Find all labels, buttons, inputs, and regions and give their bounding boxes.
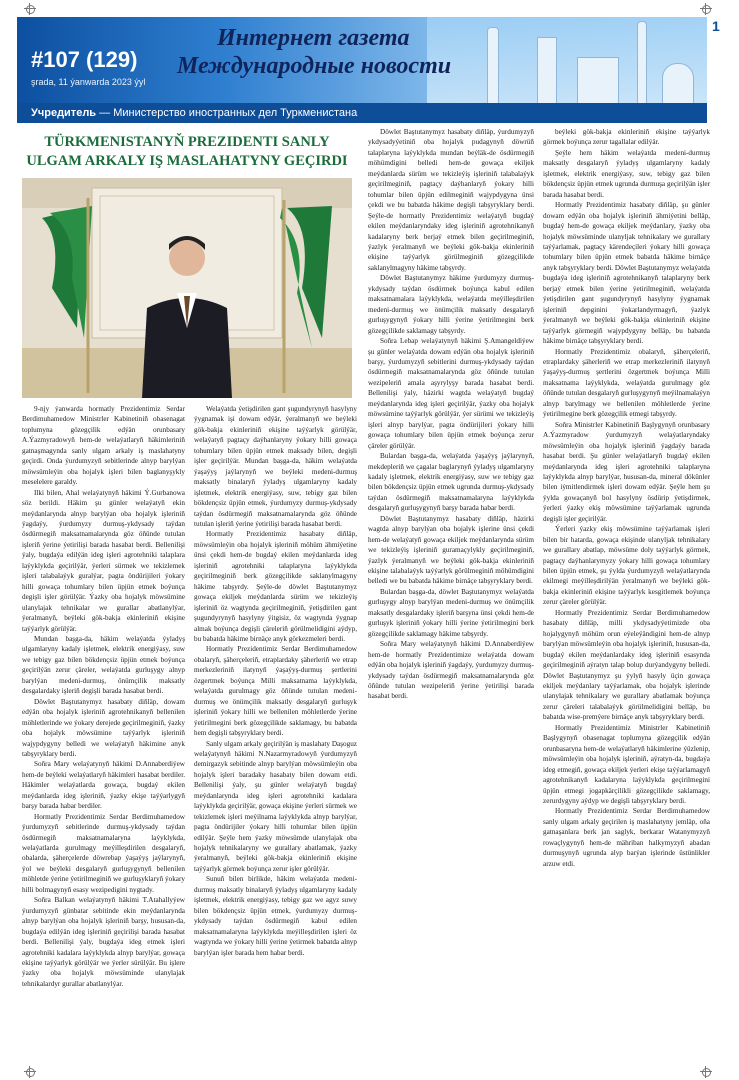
paragraph: Sunuň bilen birlikde, häkim welaýatda medeni-durmuş maksatly binalaryň ýyladyş ulgamlaryny kadaly işletmek, elektrik energiýasy, tebigy gaz we agyz suwy bilen bökdençsiz üpjün etmek, ýurdumyzy durmuş-ykdysady taýdan ösdürmegiň kabul edilen maksatnamalaryna laýyklykda meýilleşdirilen işleri öz wagtynda we ýokary hilli ýerine ýetirmek babatda alnyp barylýan işler barada hem habar berdi. [194,875,357,957]
paragraph: Döwlet Baştutanymyz hasabaty diňläp, häzirki wagtda alnyp barylýan oba hojalyk işlerine ünsi çekdi hem-de welaýatyň gowaça ekiljek meýdanlarynda sürüm we tekizleýiş işleriniň guramaçylykly geçirilmeginiň, ýazlyk ýeralmanyň we beýleki gök-bakja ekinleriniň ekişine talabalaýyk taýýarlyk görülmeginiň möhümdigini belledi we bu babatda häkime birnäçe tabşyryklary berdi. [368,514,534,586]
paragraph: Soňra Mary welaýatynyň häkimi D.Annaberdiýew hem-de hormatly Prezidentimize welaýatda dowam edýän oba hojalyk işleriniň ýagdaýy, ýurdumyzy durmuş-ykdysady taýdan ösdürmegiň maksatnamalarynda göz öňünde tutulan wezipeleriň ýerine ýetirilişi barada hasabat berdi. [368,640,534,701]
founder-bar [17,103,707,123]
spire-illustration [637,21,647,105]
paragraph: Soňra Lebap welaýatynyň häkimi Ş.Amangeldiýew şu günler welaýatda dowam edýän oba hojalyk işleriniň barşy, ýurdumyzyň sebitlerini durmuş-ykdysady taýdan ösdürmegiň maksatnamalarynda göz öňünde tutulan wezipeleriň amala aşyrylyşy barada hasabat berdi. Bellenilişi ýaly, häzirki wagtda welaýatyň bugdaý meýdanlarynda ideg işleri geçirilýär, ýazky oba hojalyk möwsümine taýýarlyk görülýär, ýer sürümi we tekizleýiş işleri alnyp barylýar, pagta öndürijileri ýokary hilli gowaça tohumlary bilen üpjün etmek boýunça zerur çäreler görülýär. [368,337,534,450]
paragraph: Welaýatda ýetişdirilen gant şugundyrynyň hasylyny ýygnamak işi dowam edýär, ýeralmanyň we beýleki gök-bakja ekinleriniň ekişine taýýarlyk görülýär, welaýatyň pagtaçy daýhanlaryny ýokary hilli gowaça tohumlary bilen üpjün etmek maksady bilen, degişli işler geçirilýär. Mundan başga-da, häkim welaýatda ýaşaýyş jaýlarynyň we beýleki medeni-durmuş maksatly binalaryň ýyladyş ulgamlaryny kadaly işletmek, elektrik energiýasy, suw, tebigy gaz bilen bökdençsiz üpjün etmek, ýurdumyzy durmuş-ykdysady taýdan ösdürmegiň maksatnamalarynda göz öňünde tutulan işleriň ýerine ýetirilişi barada hasabat berdi. [194,405,357,528]
monument-illustration [487,27,499,105]
paragraph: Mundan başga-da, häkim welaýatda ýyladyş ulgamlaryny kadaly işletmek, elektrik energiýasy, suw we tebigy gaz bilen bökdençsiz üpjün etmek boýunça geçirilýän zerur çäreler, welaýatda gurluşygy alnyp barylýan medeni-durmuş, önümçilik maksatly desgalardaky işleriň degişli barada hasabat berdi. [22,634,185,696]
masthead [17,17,707,123]
dome-illustration [662,63,694,105]
registration-mark-top-right [700,3,712,15]
paragraph: Sanly ulgam arkaly geçirilýän iş maslahaty Daşoguz welaýatynyň häkimi N.Nazarmyradowyň ýurdumyzyň demirgazyk sebitinde alnyp barylýan möwsümleýin oba hojalyk işleri baradaky hasabaty bilen dowam etdi. Bellenilişi ýaly, şu günler welaýatyň bugdaý meýdanlarynda ideg işleri agrotehniki kadalara laýyklykda geçirilýär, gowaça ekişine ýerleri sürmek we tekizlemek işleri meýilnama laýyklykda alnyp barylýar, pagta öndürijiler ýokary hilli tohumlar bilen üpjün edilýär. Şeýle hem ýazky möwsümde ulanylajak oba hojalyk tehnikalaryny we gurallary abatlamak, ýazky ýeralmanyň, beýleki gök-bakja ekinleriniň ekişine taýýarlyk görmek boýunça zerur işler görülýär. [194,739,357,873]
registration-mark-top-left [24,3,36,15]
paragraph: Ýerleri ýazky ekiş möwsümine taýýarlamak işleri bilen bir hatarda, gowaça ekişinde ulanyljak tehnikalary we gurallary abatlap, möwsüme doly taýýarlyk görmek, pagtaçy daýhanlarymyzy ýokary hilli gowaça tohumlary bilen üpjün etmek, şu ýylda ýurdumyzyň welaýatlarynda ekilmegi meýilleşdirilýän ýeralmanyň we beýleki gök-bakja ekinleriniň ekişine taýýarlyk kesgitlemek boýunça zerur çäreler görülýär. [543,525,710,607]
tower-illustration [537,37,557,105]
article-column-2 [194,404,357,1054]
paragraph: Soňra Ministrler Kabinetiniň Başlygynyň orunbasary A.Ýazmyradow ýurdumyzyň welaýatlaryndaky möwsümleýin oba hojalyk işleriniň ýagdaýy barada hasabat berdi. Şu günler welaýatlaryň bugdaý ekilen meýdanlarynda ideg işleri agrotehniki talaplaryna laýyklykda alnyp barylýar, hususan-da, mineral dökünler bilen iýmitlendirmek işleri dowam edýär. Şeýle hem şu ýylda gowaçanyň bol hasylyny ösdürip ýetişdirmek, ýerleri ýazky ekiş möwsümine taýýarlamak ugrunda degişli işler geçirilýär. [543,420,710,523]
registration-mark-bottom-right [700,1066,712,1078]
founder-text: — Министерство иностранных дел Туркменистана [96,107,358,119]
paragraph: Hormatly Prezidentimiz Serdar Berdimuhamedow hasabaty diňläp, milli ykdysadyýetimizde oba hojalygynyň möhüm orun eýeleýändigini hem-de alnyp barylýan möwsümleýin oba hojalyk işleriniň, hususan-da, bugdaý ekilen meýdanlardaky ideg işleriniň esasynda geçirilmeginiň aýratyn talap bolup durýandygyny belledi. Döwlet Baştutanymyz şu ýylyň hasyly üçin gowaça ekiljek meýdanlary taýýarlamak, oba hojalyk işlerinde ulanylajak tehnikalary we gurallary abatlamak boýunça zerur çäreleri talabalaýyk görülmelidigini belläp, bu babatda wise-premýere birnäçe anyk tabşyryklary berdi. [543,608,710,722]
founder-label: Учредитель [31,107,97,119]
paragraph: Hormatly Prezidentimiz Ministrler Kabinetiniň Başlygynyň obasenagat toplumyna gözegçilik edýän orunbasaryna hem-de welaýatlaryň häkimlerine ýüzlenip, möwsümleýin oba hojalyk işleriniň, aýratyn-da, bugdaýa ideg etmegiň, gowaça ekiljek ýerleri ekişe taýýarlamagyň agrotehnikanyň kadalaryna laýyklykda geçirilmegini üpjün etmegi jogapkärçilikli gözegçilikde saklamagy, zerurdygyny aýdyp we degişli tabşyryklary berdi. [543,723,710,805]
article-column-3 [368,127,534,1054]
paragraph: Soňra Balkan welaýatynyň häkimi T.Atahallyýew ýurdumyzyň günbatar sebitinde ekin meýdanlarynda alnyp barylýan oba hojalyk işleriniň barşy, hususan-da, bugdaýa edilýän ideg işleriniň geçirilişi barada hasabat berdi. Bellenilişi ýaly, bugdaýa ideg etmek işleri agrotehniki kadalara laýyklykda alnyp barylýar, gowaça ekişine taýýarlyk görülýär we ýerler sürülýär. Bu işlere ýazky oba hojalyk möwsüminde ulanylajak tehnikalardyr gurallar abatlanylýar. [22,896,185,988]
article-headline: TÜRKMENISTANYŇ PREZIDENTI SANLY ULGAM ARKALY IŞ MASLAHATYNY GEÇIRDI [26,134,348,169]
paragraph: Döwlet Baştutanymyz hasabaty diňläp, dowam edýän oba hojalyk işleriniň agrotehnikanyň bellenilen möhletlerinde we ýokary derejede geçirilmeginiň, ýazky oba hojalyk möwsümine taýýarlyk işleriniň wajypdygyny belledi we welaýatyň häkimine anyk tabşyryklary berdi. [22,697,185,758]
paragraph: Bulardan başga-da, döwlet Baştutanymyz welaýatda gurluşygy alnyp barylýan medeni-durmuş we önümçilik maksatly desgalardaky işleriň barşyna ünsi çekdi hem-de gurluşyk işleriniň ýokary hilli ýerine ýetirilmegini berk gözegçilikde saklamagy häkime tabşyrdy. [368,587,534,638]
article-column-4 [543,127,710,1054]
newspaper-title-line1: Интернет газета [217,25,410,51]
article-column-1 [22,404,185,1054]
issue-date: şrada, 11 ýanwarda 2023 ýyl [31,77,146,87]
paragraph: Hormatly Prezidentimiz hasabaty diňläp, şu günler dowam edýän oba hojalyk işleriniň ähmiýetini belläp, bugdaý hem-de gowaça ekiljek meýdanlary, ýazky oba hojalyk möwsüminde ulanyljak tehnikalary we gurallary taýýarlamak, pagtaçy kärendeçileri ýokary hilli gowaça tohumlary bilen üpjün etmek babatda häkime birnäçe anyk tabşyryklary berdi. Döwlet Baştutanymyz welaýatda bugdaýa ideg işleriniň agrotehnikanyň talaplaryny berk berjaý etmek bilen ýerine ýetirilmeginiň, welaýatda ýetişdirilen gant şugundyrynyň hasylyny ýygnamak işleriniň depginini ýokarlandyrmagyň, ýazlyk ýeralmanyň we beýleki gök-bakja ekinleriniň ekişine taýýarlyk görmegiň wajypdygyny belläp, bu babatda häkime birnäçe tabşyryklary berdi. [543,201,710,346]
paragraph: Hormatly Prezidentimiz Serdar Berdimuhamedow ýurdumyzyň sebitlerinde durmuş-ykdysady taýdan ösdürmegiň maksatnamalaryna laýyklykda, welaýatlarda gurulmagy meýilleşdirilen desgalaryň, obalarda, şäherçelerde döwrebap ýaşaýyş jaýlarynyň, ýol we beýleki desgalaryň gurluşygynyň bellenilen möhletde ýerine ýetirilmeginiň we gurluşyklaryň ýokary hilli bolmagynyň esasy wezipedigini nygtady. [22,812,185,894]
president-photo-illustration [22,178,352,398]
issue-number: #107 (129) [31,47,138,72]
newspaper-title-line2: Международные новости [177,53,452,79]
paragraph: Hormatly Prezidentimiz obalaryň, şäherçeleriň, etraplardaky şäherleriň we etrap merkezleriniň ilatynyň ýaşaýyş-durmuş şertlerini özgertmek boýunça Milli maksatnama laýyklykda, welaýatda gurulmagy göz öňünde tutulan desgalaryň gurluşygynyň meýilnamalaýyn alnyp barylmagy we bellenilen möhletlerde ýerine ýetirilmegine berk gözegçilik etmegi tabşyrdy. [543,347,710,419]
registration-mark-bottom-left [24,1066,36,1078]
page-number: 1 [712,18,720,34]
paragraph: Ilki bilen, Ahal welaýatynyň häkimi Ý.Gurbanowa söz berildi. Häkim şu günler welaýatyň ekin meýdanlarynda alnyp barylýan oba hojalyk işleriniň ýagdaýy, ýurdumyzy durmuş-ykdysady taýdan ösdürmegiň maksatnamalarynda göz öňünde tutulan işleriň ýerine ýetirilişi barada hasabat berdi. Bellenilişi ýaly, bugdaýa edilýän ideg işleri agrotehniki talaplara laýyklykda geçirilýär, ýerleri sürmek we tekizlemek işleri talabalaýyk guralýar, pagta öndürijileri ýokary hilli gowaça tohumlary bilen üpjün etmek boýunça degişli işler görülýär. Ýazky oba hojalyk möwsümine ulanylajak tehnikalar we gurallar abatlanylýar, ýeralmanyň, beýleki gök-bakja ekinleriniň ekişine taýýarlyk görülýär. [22,488,185,633]
paragraph: Bulardan başga-da, welaýatda ýaşaýyş jaýlarynyň, mekdepleriň we çagalar baglarynyň ýyladyş ulgamlaryny kadaly işletmek, elektrik energiýasy, suw we tebigy gaz bilen bökdençsiz üpjün etmek ugrunda durmuş-ykdysady taýdan ösdürmegiň maksatnamalaryna laýyklykda desgalaryň gurluşygynyň barşy barada habar berdi. [368,452,534,513]
paragraph: Hormatly Prezidentimiz Serdar Berdimuhamedow sanly ulgam arkaly geçirilen iş maslahatyny jemläp, oňa gatnaşanlara berk jan saglyk, berkarar Watanymyzyň rowaçlygynyň hem-de mähriban halkymyzyň abadan durmuşynyň ugrunda alyp barýan işlerinde üstünlikler arzuw etdi. [543,807,710,868]
paragraph: Soňra Mary welaýatynyň häkimi D.Annaberdiýew hem-de beýleki welaýatlaryň häkimleri hasabat berdiler. Häkimler welaýatlarda gowaça, bugdaý ekilen meýdanlarda ideg işleriniň, ýazky ekişe taýýarlygyň barşy barada habar berdiler. [22,760,185,811]
paragraph: Döwlet Baştutanymyz hasabaty diňläp, ýurdumyzyň ykdysadyýetiniň oba hojalyk pudagynyň döwrüň talaplaryna laýyklykda mundan beýläk-de ösdürmegiň möhümdigini belledi hem-de gowaça ekiljek meýdanlarda sürüm we tekizleýiş işleriniň talabalaýyk geçirilmeginiň, pagtaçy daýhanlaryň ýokary hilli tohumlar bilen üpjün edilmeginiň wajypdygyna ünsi çekdi we bu babatda häkime degişli tabşyryklary berdi. Şeýle-de hormatly Prezidentimiz welaýatyň bugdaý ekilen meýdanlaryndaky ideg işleriniň agrotehnikanyň kadalaryny berk berjaý etmek bilen geçirilmeginiň, ýazlyk ýeralmanyň we beýleki gök-bakja ekinleriniň ekişine taýýarlyk görülmeginiň gözegçilikde saklanylmagyny häkime tabşyrdy. [368,128,534,272]
paragraph: beýleki gök-bakja ekinleriniň ekişine taýýarlyk görmek boýunça zerur tagallalar edilýär. [543,128,710,147]
building-illustration [577,57,619,105]
paragraph: Şeýle hem häkim welaýatda medeni-durmuş maksatly desgalaryň ýyladyş ulgamlaryny kadaly işletmek, elektrik energiýasy, suw, tebigy gaz bilen bökdençsiz üpjün etmek ugrunda durmuşa geçirilýän işler barada hasabat berdi. [543,148,710,199]
article-photo [22,178,352,398]
paragraph: Hormatly Prezidentimiz hasabaty diňläp, möwsümleýin oba hojalyk işleriniň möhüm ähmiýetine ünsi çekdi hem-de bugdaý ekilen meýdanlarda ideg işleriniň agrotehniki talaplaryna laýyklykda geçirilmeginiň berk gözegçilikde saklanylmagyny häkime tabşyrdy. Şeýle-de döwlet Baştutanymyz gowaça ekiljek meýdanlarda sürüm we tekizleýiş işleriniň öz wagtynda geçirilmeginiň, ýetişdirilen gant şugundyrynyň hasylyny ýitgisiz, öz wagtynda ýygnap almak boýunça degişli çäreleriň görülmelidigini aýdyp, bu babatda häkime birnäçe anyk görkezmeleri berdi. [194,530,357,643]
paragraph: Döwlet Baştutanymyz häkime ýurdumyzy durmuş-ykdysady taýdan ösdürmek boýunça kabul edilen maksatnamalara laýyklykda, welaýatda meýilleşdirilen medeni-durmuş we önümçilik maksatly desgalaryň gurluşygynyň ýokary hilli ýerine ýetirilmegini berk gözegçilikde saklamagy tabşyrdy. [368,274,534,335]
paragraph: 9-njy ýanwarda hormatly Prezidentimiz Serdar Berdimuhamedow Ministrler Kabinetiniň obasenagat toplumyna gözegçilik edýän orunbasary A.Ýazmyradowyň hem-de welaýatlaryň häkimleriniň gatnaşmagynda sanly ulgam arkaly iş maslahatyny geçirdi. Onda ýurdumyzyň sebitlerinde alnyp barylýan möwsümleýin oba hojalyk işleri bilen baglanyşykly meselelere garaldy. [22,405,185,487]
paragraph: Hormatly Prezidentimiz Serdar Berdimuhamedow obalaryň, şäherçeleriň, etraplardaky şäherleriň we etrap merkezleriniň ilatynyň ýaşaýyş-durmuş şertlerini özgertmek boýunça Milli maksatnama laýyklykda, welaýatda gurulmagy göz öňünde tutulan medeni-durmuş we önümçilik maksatly desgalaryň gurluşyk işleriniň ýokary hilli we bellenilen möhletlerde ýerine ýetirilmegini berk gözegçilikde saklamagy, bu babatda hem degişli tabşyryklary berdi. [194,645,357,738]
